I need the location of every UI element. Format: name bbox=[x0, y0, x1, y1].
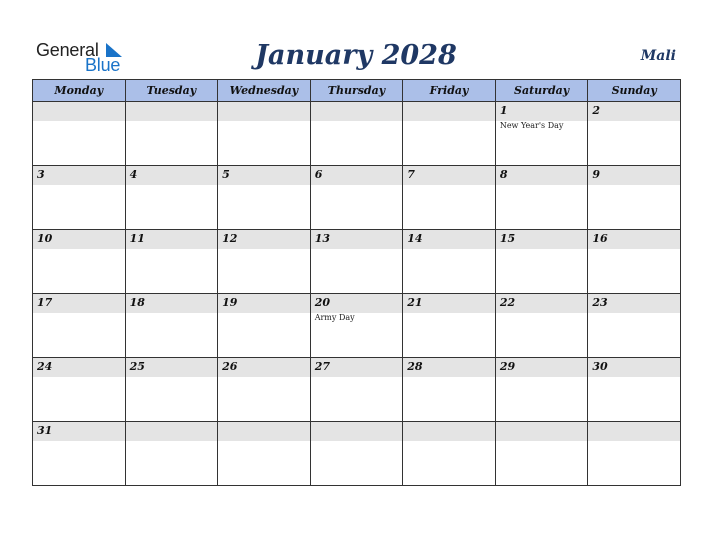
holiday-label: New Year's Day bbox=[499, 121, 564, 130]
day-number: 25 bbox=[129, 360, 145, 373]
day-cell-band bbox=[33, 102, 125, 121]
day-number: 12 bbox=[222, 232, 238, 245]
day-cell bbox=[218, 230, 311, 294]
day-cell bbox=[495, 230, 588, 294]
day-cell bbox=[125, 166, 218, 230]
day-cell bbox=[125, 294, 218, 358]
day-number: 6 bbox=[314, 168, 323, 181]
day-cell bbox=[33, 102, 126, 166]
week-row bbox=[33, 166, 681, 230]
day-cell-band bbox=[403, 422, 495, 441]
day-cell bbox=[495, 102, 588, 166]
logo-text-blue: Blue bbox=[85, 55, 121, 75]
day-cell bbox=[310, 422, 403, 486]
day-cell-band bbox=[311, 166, 403, 185]
day-cell bbox=[218, 294, 311, 358]
day-cell bbox=[310, 294, 403, 358]
day-cell-band bbox=[496, 102, 588, 121]
day-cell bbox=[310, 358, 403, 422]
day-number: 4 bbox=[129, 168, 138, 181]
weekday-header: Monday bbox=[33, 80, 126, 102]
week-row bbox=[33, 294, 681, 358]
day-cell-band bbox=[588, 422, 680, 441]
day-cell bbox=[33, 294, 126, 358]
day-cell bbox=[125, 102, 218, 166]
day-number: 15 bbox=[499, 232, 516, 245]
holiday-label: Army Day bbox=[314, 313, 355, 322]
day-cell bbox=[218, 166, 311, 230]
day-cell-band bbox=[588, 102, 680, 121]
day-cell-band bbox=[403, 102, 495, 121]
day-cell-band bbox=[126, 422, 218, 441]
day-number: 31 bbox=[37, 424, 53, 437]
day-cell bbox=[495, 294, 588, 358]
day-cell bbox=[310, 102, 403, 166]
day-number: 22 bbox=[499, 296, 516, 309]
day-cell bbox=[495, 358, 588, 422]
logo-text-general: General bbox=[36, 40, 99, 60]
day-cell-band bbox=[588, 166, 680, 185]
day-cell bbox=[588, 294, 681, 358]
day-number: 23 bbox=[592, 296, 608, 309]
day-cell bbox=[125, 422, 218, 486]
day-number: 29 bbox=[499, 360, 516, 373]
day-number: 9 bbox=[592, 168, 601, 181]
day-cell bbox=[218, 422, 311, 486]
calendar-grid bbox=[32, 79, 681, 486]
day-number: 8 bbox=[499, 168, 508, 181]
day-number: 24 bbox=[37, 360, 53, 373]
weekday-header: Friday bbox=[403, 80, 496, 102]
day-cell-band bbox=[33, 166, 125, 185]
weekday-header: Tuesday bbox=[125, 80, 218, 102]
day-cell-band bbox=[403, 166, 495, 185]
day-number: 21 bbox=[407, 296, 423, 309]
day-cell bbox=[310, 230, 403, 294]
day-cell bbox=[403, 422, 496, 486]
day-cell-band bbox=[218, 102, 310, 121]
day-number: 14 bbox=[407, 232, 423, 245]
day-cell bbox=[588, 422, 681, 486]
day-number: 13 bbox=[314, 232, 330, 245]
week-row bbox=[33, 230, 681, 294]
day-cell-band bbox=[311, 102, 403, 121]
week-row bbox=[33, 102, 681, 166]
day-number: 28 bbox=[407, 360, 423, 373]
day-number: 17 bbox=[37, 296, 53, 309]
page-title: January 2028 bbox=[255, 40, 457, 71]
weekday-header: Thursday bbox=[310, 80, 403, 102]
day-number: 26 bbox=[222, 360, 238, 373]
weekday-header-row bbox=[33, 80, 681, 102]
day-cell-band bbox=[218, 166, 310, 185]
day-cell bbox=[495, 422, 588, 486]
day-number: 7 bbox=[407, 168, 415, 181]
day-number: 3 bbox=[37, 168, 45, 181]
day-cell bbox=[33, 422, 126, 486]
day-cell bbox=[403, 166, 496, 230]
country-label: Mali bbox=[640, 48, 676, 64]
day-cell bbox=[218, 358, 311, 422]
day-cell bbox=[588, 358, 681, 422]
day-cell bbox=[588, 102, 681, 166]
day-cell bbox=[588, 166, 681, 230]
day-number: 11 bbox=[129, 232, 145, 245]
day-cell bbox=[403, 230, 496, 294]
day-cell bbox=[588, 230, 681, 294]
day-cell bbox=[495, 166, 588, 230]
day-cell-band bbox=[496, 422, 588, 441]
day-cell-band bbox=[218, 422, 310, 441]
day-cell bbox=[403, 102, 496, 166]
day-number: 1 bbox=[499, 104, 508, 117]
day-cell-band bbox=[311, 422, 403, 441]
weekday-header: Wednesday bbox=[218, 80, 311, 102]
week-row bbox=[33, 358, 681, 422]
day-cell-band bbox=[496, 166, 588, 185]
week-row bbox=[33, 422, 681, 486]
day-cell bbox=[33, 358, 126, 422]
day-cell-band bbox=[126, 102, 218, 121]
day-cell bbox=[310, 166, 403, 230]
day-number: 5 bbox=[222, 168, 230, 181]
day-number: 27 bbox=[314, 360, 330, 373]
day-number: 30 bbox=[592, 360, 608, 373]
day-number: 10 bbox=[37, 232, 53, 245]
day-number: 20 bbox=[314, 296, 330, 309]
weekday-header: Saturday bbox=[495, 80, 588, 102]
day-number: 19 bbox=[222, 296, 238, 309]
day-cell bbox=[125, 358, 218, 422]
day-cell bbox=[33, 166, 126, 230]
day-cell-band bbox=[126, 166, 218, 185]
day-cell bbox=[125, 230, 218, 294]
calendar-body bbox=[33, 102, 681, 486]
day-number: 18 bbox=[129, 296, 145, 309]
day-number: 2 bbox=[592, 104, 601, 117]
day-number: 16 bbox=[592, 232, 608, 245]
weekday-header: Sunday bbox=[588, 80, 681, 102]
day-cell bbox=[218, 102, 311, 166]
day-cell bbox=[33, 230, 126, 294]
day-cell bbox=[403, 294, 496, 358]
day-cell bbox=[403, 358, 496, 422]
